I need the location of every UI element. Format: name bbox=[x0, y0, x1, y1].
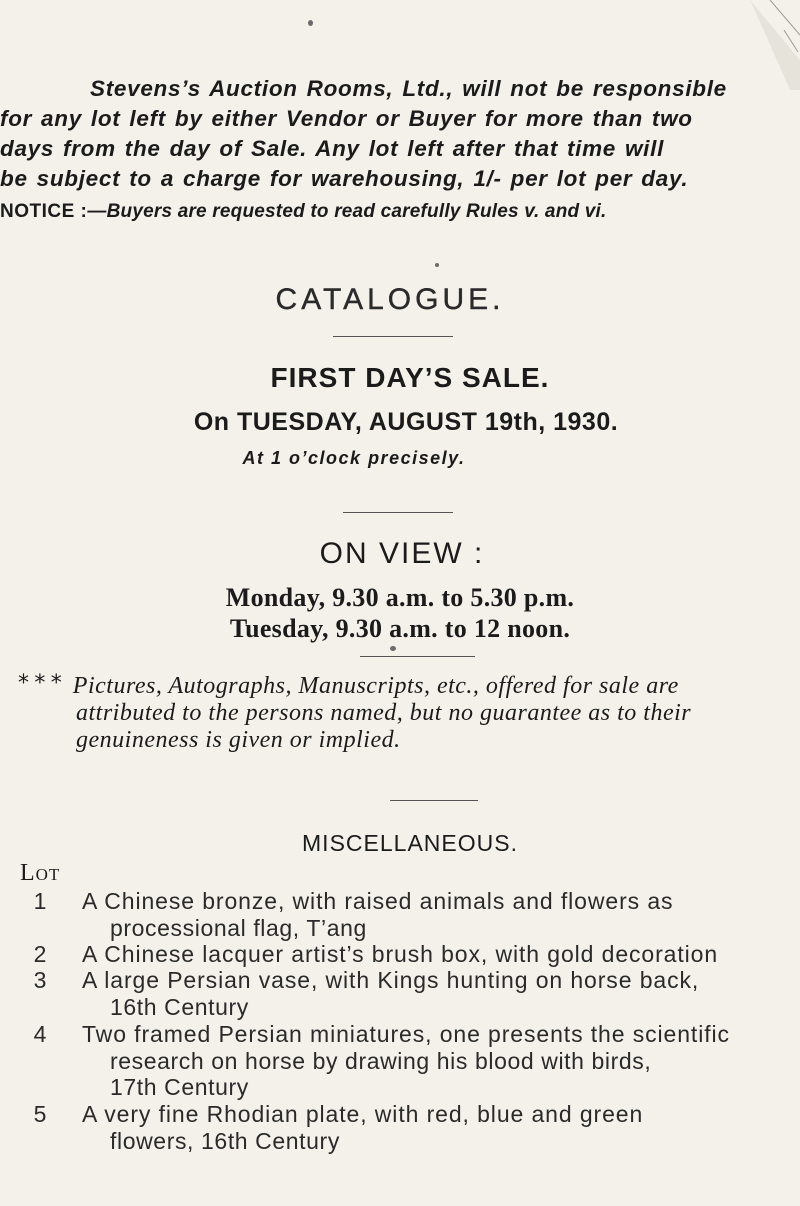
lot-number: 3 bbox=[33, 967, 47, 993]
lot-description bbox=[82, 967, 792, 1020]
lot-description-line: A very fine Rhodian plate, with red, blue and green bbox=[82, 1101, 644, 1127]
lot-description-line: processional flag, T’ang bbox=[110, 914, 367, 941]
warehousing-notice bbox=[0, 74, 800, 194]
sale-title: FIRST DAY’S SALE. bbox=[270, 362, 550, 393]
buyers-notice bbox=[0, 201, 607, 223]
warehousing-notice-line: Stevens’s Auction Rooms, Ltd., will not be responsible bbox=[90, 76, 727, 101]
notice-label: NOTICE : bbox=[0, 201, 88, 222]
lot-description-line: 17th Century bbox=[110, 1074, 249, 1100]
divider bbox=[343, 512, 453, 513]
lot-description-line: research on horse by drawing his blood with birds, bbox=[110, 1047, 652, 1074]
lot-description-line: 16th Century bbox=[110, 993, 249, 1020]
lot-column-header: Lot bbox=[20, 860, 61, 886]
lot-description bbox=[82, 941, 792, 968]
view-time-tuesday: Tuesday, 9.30 a.m. to 12 noon. bbox=[229, 614, 571, 643]
divider bbox=[333, 336, 453, 337]
lot-description-line: A large Persian vase, with Kings hunting on horse back, bbox=[82, 967, 700, 993]
warehousing-notice-line: days from the day of Sale. Any lot left after that time will bbox=[0, 136, 665, 161]
section-title: MISCELLANEOUS. bbox=[302, 830, 518, 856]
authenticity-disclaimer bbox=[18, 673, 793, 754]
divider bbox=[360, 656, 475, 657]
disclaimer-line: Pictures, Autographs, Manuscripts, etc., offered for sale are bbox=[72, 673, 679, 699]
lot-description bbox=[82, 1021, 792, 1101]
lot-description-line: A Chinese bronze, with raised animals and flowers as bbox=[82, 888, 674, 914]
lot-description bbox=[82, 888, 792, 941]
view-time-monday: Monday, 9.30 a.m. to 5.30 p.m. bbox=[225, 583, 575, 612]
lot-number: 1 bbox=[33, 888, 47, 914]
divider bbox=[390, 800, 478, 801]
asterism-icon: * * * bbox=[18, 671, 63, 696]
lot-description-line: Two framed Persian miniatures, one presents the scientific bbox=[82, 1021, 730, 1047]
lot-description-line: flowers, 16th Century bbox=[110, 1127, 340, 1154]
disclaimer-line: genuineness is given or implied. bbox=[76, 727, 401, 753]
lot-number: 5 bbox=[33, 1101, 47, 1127]
lot-description bbox=[82, 1101, 792, 1154]
ink-speck bbox=[390, 646, 396, 651]
lot-description-line: A Chinese lacquer artist’s brush box, with gold decoration bbox=[82, 941, 719, 967]
sale-date: On TUESDAY, AUGUST 19th, 1930. bbox=[193, 408, 619, 436]
ink-speck bbox=[435, 263, 439, 267]
ink-speck bbox=[308, 20, 313, 26]
sale-time: At 1 o’clock precisely. bbox=[242, 448, 466, 468]
notice-text: —Buyers are requested to read carefully Rules v. and vi. bbox=[87, 201, 607, 222]
warehousing-notice-line: for any lot left by either Vendor or Buyer for more than two bbox=[0, 106, 693, 131]
warehousing-notice-line: be subject to a charge for warehousing, 1/- per lot per day. bbox=[0, 166, 689, 191]
on-view-title: ON VIEW : bbox=[319, 537, 485, 570]
lot-number: 4 bbox=[33, 1021, 47, 1047]
lot-number: 2 bbox=[33, 941, 47, 967]
disclaimer-line: attributed to the persons named, but no guarantee as to their bbox=[76, 700, 692, 726]
catalogue-title: CATALOGUE. bbox=[275, 283, 505, 316]
